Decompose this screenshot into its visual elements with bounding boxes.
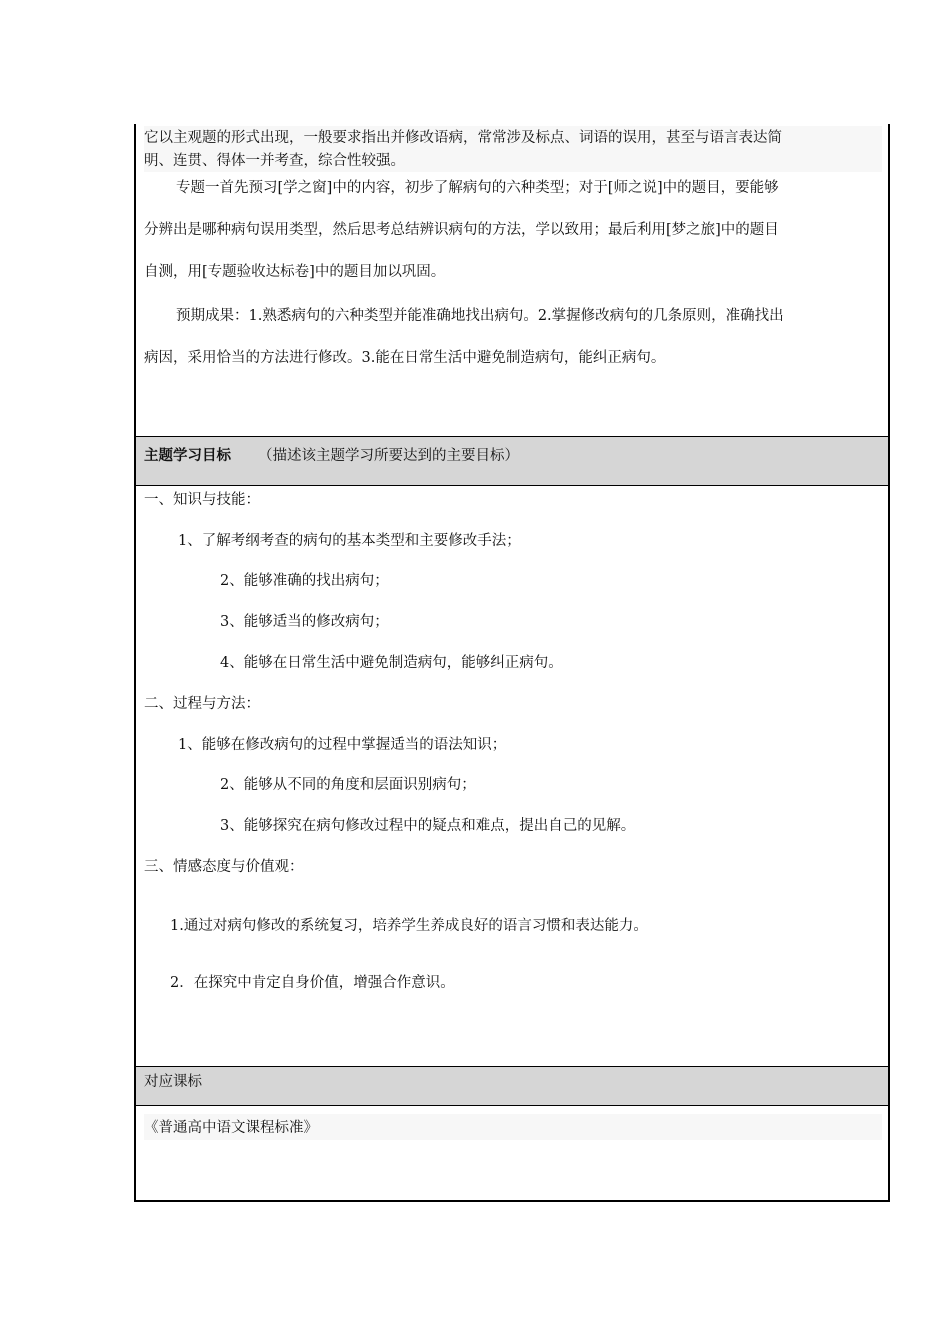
goal-item: 2．在探究中肯定自身价值，增强合作意识。 [170,975,455,991]
intro-line: 明、连贯、得体一并考查，综合性较强。 [144,153,405,169]
goal-item: 2、能够准确的找出病句； [220,573,389,589]
goals-header-title: 主题学习目标 [144,447,231,464]
goal-item: 1、了解考纲考查的病句的基本类型和主要修改手法； [178,533,521,549]
goal-item: 1、能够在修改病句的过程中掌握适当的语法知识； [178,737,507,753]
section-title-attitude: 三、情感态度与价值观： [144,859,304,875]
goals-header-note: （描述该主题学习所要达到的主要目标） [258,448,519,464]
intro-paragraph-line: 自测，用[专题验收达标卷]中的题目加以巩固。 [144,264,446,280]
intro-paragraph-line: 专题一首先预习[学之窗]中的内容，初步了解病句的六种类型；对于[师之说]中的题目，要能够 [176,180,779,196]
goal-item: 1.通过对病句修改的系统复习，培养学生养成良好的语言习惯和表达能力。 [170,918,648,934]
goal-item: 4、能够在日常生活中避免制造病句，能够纠正病句。 [220,655,563,671]
goal-item: 3、能够探究在病句修改过程中的疑点和难点，提出自己的见解。 [220,818,636,834]
section-title-knowledge: 一、知识与技能： [144,492,260,508]
section-title-process: 二、过程与方法： [144,696,260,712]
standards-header-row [136,1066,888,1106]
intro-paragraph-line: 分辨出是哪种病句误用类型，然后思考总结辨识病句的方法，学以致用；最后利用[梦之旅]中的题目 [144,222,779,238]
outcome-line: 病因，采用恰当的方法进行修改。3.能在日常生活中避免制造病句，能纠正病句。 [144,350,666,366]
goal-item: 2、能够从不同的角度和层面识别病句； [220,777,476,793]
lesson-plan-table [134,124,890,1202]
standards-text: 《普通高中语文课程标准》 [144,1120,318,1136]
standards-header-title: 对应课标 [144,1074,202,1090]
goal-item: 3、能够适当的修改病句； [220,614,389,630]
outcome-line: 预期成果：1.熟悉病句的六种类型并能准确地找出病句。2.掌握修改病句的几条原则，准确找出 [176,308,784,324]
goals-header-row [136,436,888,486]
intro-line: 它以主观题的形式出现，一般要求指出并修改语病，常常涉及标点、词语的误用，甚至与语言表达简 [144,130,782,146]
